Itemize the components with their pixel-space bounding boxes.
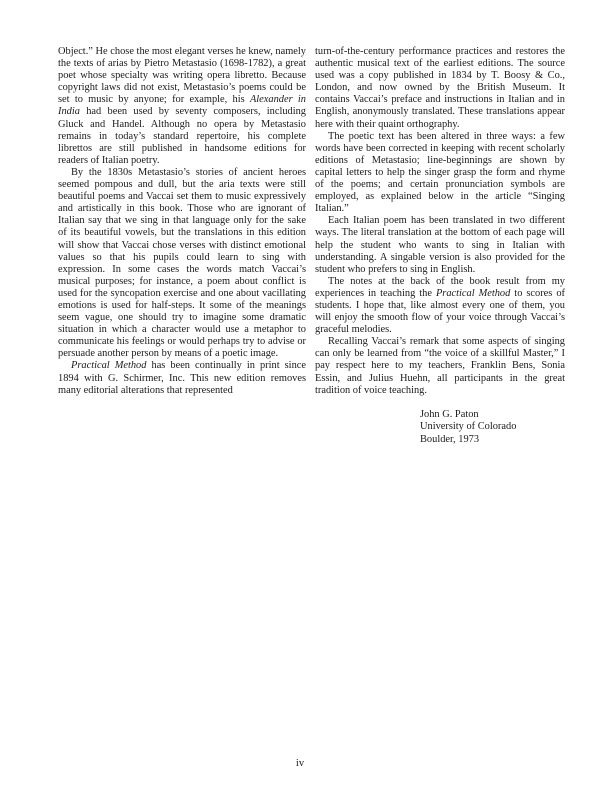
paragraph: By the 1830s Metastasio’s stories of ancient heroes seemed pompous and dull, but the aria texts were still beautiful poems and Vaccai set them to music expressively and artistically in this book. Those who are ignorant of Italian say that we sing in that language only for the sake of its beautiful vowels, but the translations in this edition will show that Vaccai chose verses with distinct emotional values so that his pupils could learn to sing with expression. In some cases the words match Vaccai’s musical purposes; for instance, a poem about conflict is used for the syncopation exercise and one about vacillating emotions is used for half-steps. It some of the meanings seem vague, one should try to imagine some dramatic situation in which a character would use a metaphor to communicate his feelings or would perhaps try to advise or persuade another person by means of a poetic image.	[58, 166, 306, 360]
page-number: iv	[295, 758, 305, 769]
italic-title: Practical Method	[71, 360, 147, 372]
paragraph	[58, 46, 306, 167]
paragraph-text: had been used by seventy composers, including Gluck and Handel. Although no opera by Metastasio remains in today’s standard repertoire, his complete librettos are still published in handsome editions for readers of Italian poetry.	[58, 106, 306, 166]
signature-block	[420, 409, 565, 446]
author-affiliation: University of Colorado	[420, 421, 517, 433]
left-column	[58, 46, 306, 397]
paragraph	[315, 276, 565, 336]
paragraph-text: to scores of students. I hope that, like almost every one of them, you will enjoy the smooth flow of your voice through Vaccai’s graceful melodies.	[315, 287, 565, 336]
paragraph: Recalling Vaccai’s remark that some aspects of singing can only be learned from “the voice of a skillful Master,” I pay respect here to my teachers, Franklin Bens, Sonia Essin, and Julius Huehn, all participants in the great tradition of voice teaching.	[315, 336, 565, 396]
paragraph-text: Object.” He chose the most elegant verses he knew, namely the texts of arias by Pietro Metastasio (1698-1782), a great poet whose specialty was writing opera libretto. Because copyright laws did not exist, Metastasio’s poems could be set to music by anyone; for example, his	[58, 46, 306, 106]
italic-title: Alexander in India	[58, 94, 306, 118]
italic-title: Practical Method	[435, 287, 511, 299]
paragraph: turn-of-the-century performance practices and restores the authentic musical text of the earliest editions. The source used was a copy published in 1834 by T. Boosy & Co., London, and now owned by the British Museum. It contains Vaccai’s preface and instructions in Italian and in English, anonymously translated. These translations appear here with their quaint orthography.	[315, 46, 565, 130]
author-name: John G. Paton	[420, 408, 479, 420]
paragraph: Each Italian poem has been translated in two different ways. The literal translation at the bottom of each page will help the student who wants to sing in Italian with understanding. A singable version is also provided for the student who prefers to sing in English.	[315, 215, 565, 275]
paragraph	[58, 360, 306, 396]
paragraph-text: has been continually in print since 1894 with G. Schirmer, Inc. This new edition removes many editorial alterations that represented	[58, 360, 306, 396]
place-date: Boulder, 1973	[420, 433, 480, 445]
right-column	[315, 46, 565, 446]
paragraph-text: The notes at the back of the book result from my experiences in teaching the	[315, 275, 565, 299]
paragraph: The poetic text has been altered in three ways: a few words have been corrected in keeping with recent scholarly editions of Metastasio; line-beginnings are shown by capital letters to help the singer grasp the form and rhyme of the poems; and certain pronunciation symbols are employed, as explained below in the article “Singing Italian.”	[315, 130, 565, 215]
